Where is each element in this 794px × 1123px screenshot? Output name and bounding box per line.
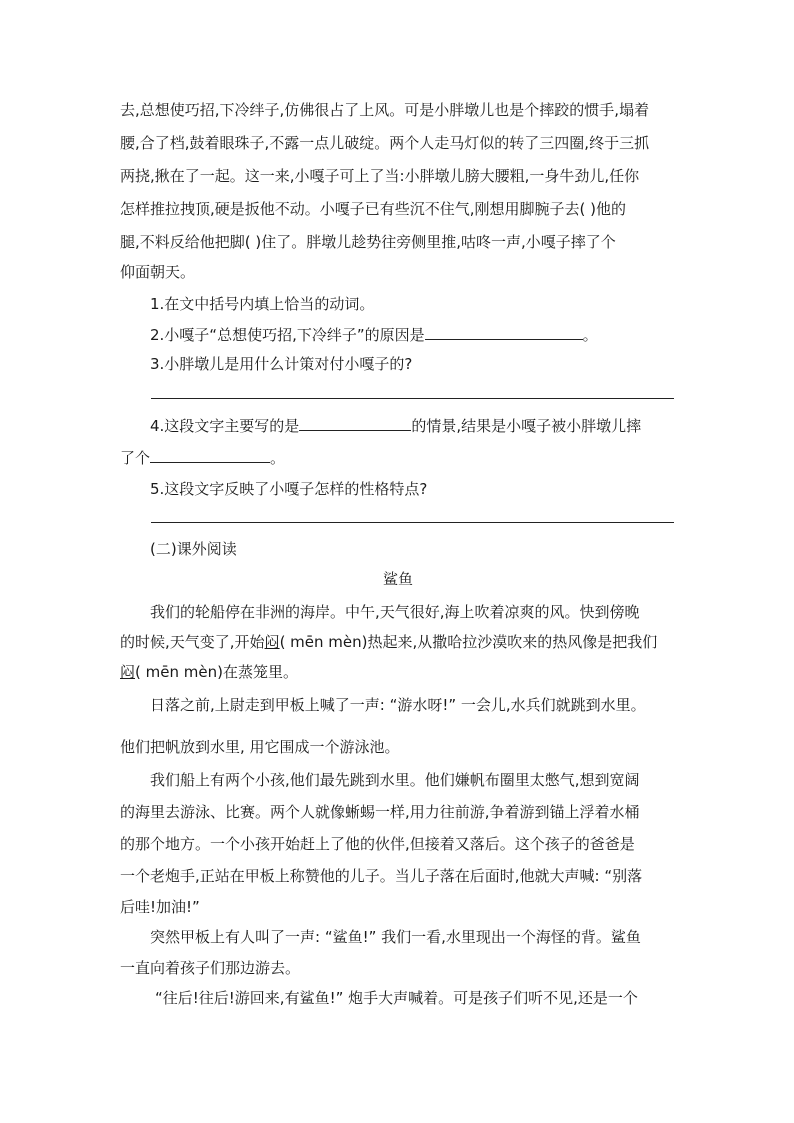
question-4-text-a: 4.这段文字主要写的是	[150, 417, 300, 435]
section-heading: (二)课外阅读	[150, 540, 237, 558]
passage2-p4-line-2: 一直向着孩子们那边游去。	[120, 959, 301, 977]
passage1-line-2: 腰,合了档,鼓着眼珠子,不露一点儿破绽。两个人走马灯似的转了三四圈,终于三抓	[120, 134, 650, 152]
answer-blank-4b[interactable]	[150, 447, 270, 463]
passage2-p3-line-2: 的海里去游泳、比赛。两个人就像蜥蜴一样,用力往前游,争着游到锚上浮着水桶	[120, 803, 640, 821]
passage2-p1-line-3	[120, 662, 298, 682]
question-5: 5.这段文字反映了小嘎子怎样的性格特点?	[150, 480, 428, 498]
question-4	[150, 415, 641, 436]
passage2-p2-line-2: 他们把帆放到水里, 用它围成一个游泳池。	[120, 738, 400, 756]
question-4-text-c: 了个	[120, 449, 151, 467]
underlined-character: 闷	[264, 633, 280, 651]
passage2-p3-line-4: 一个老炮手,正站在甲板上称赞他的儿子。当儿子落在后面时,他就大声喊: “别落	[120, 867, 643, 885]
passage2-p2-line-1: 日落之前,上尉走到甲板上喊了一声: “游水呀!” 一会儿,水兵们就跳到水里。	[150, 696, 646, 714]
passage1-line-4: 怎样推拉拽顶,硬是扳他不动。小嘎子已有些沉不住气,刚想用脚腕子去( )他的	[120, 200, 627, 218]
passage2-p3-line-1: 我们船上有两个小孩,他们最先跳到水里。他们嫌帆布圈里太憋气,想到宽阔	[150, 771, 640, 789]
passage2-p5-line-1: “往后!往后!游回来,有鲨鱼!” 炮手大声喊着。可是孩子们听不见,还是一个	[155, 989, 638, 1007]
question-4-text-b: 的情景,结果是小嘎子被小胖墩儿摔	[411, 417, 642, 435]
question-2-text: 2.小嘎子“总想使巧招,下冷绊子”的原因是	[150, 326, 425, 344]
passage1-line-6: 仰面朝天。	[120, 263, 196, 281]
answer-blank-4a[interactable]	[299, 415, 411, 431]
answer-line-5[interactable]	[151, 522, 674, 523]
passage2-p4-line-1: 突然甲板上有人叫了一声: “鲨鱼!” 我们一看,水里现出一个海怪的背。鲨鱼	[150, 928, 641, 946]
question-2	[150, 324, 598, 345]
question-4-end: 。	[270, 449, 286, 467]
article-title: 鲨鱼	[383, 570, 414, 588]
passage1-line-5: 腿,不料反给他把脚( )住了。胖墩儿趁势往旁侧里推,咕咚一声,小嘎子摔了个	[120, 233, 616, 251]
passage1-line-1: 去,总想使巧招,下冷绊子,仿佛很占了上风。可是小胖墩儿也是个摔跤的惯手,塌着	[120, 101, 650, 119]
passage2-p1-line-1: 我们的轮船停在非洲的海岸。中午,天气很好,海上吹着凉爽的风。快到傍晚	[150, 603, 640, 621]
answer-blank-2[interactable]	[425, 324, 583, 340]
underlined-character: 闷	[120, 663, 136, 681]
passage2-p3-line-5: 后哇!加油!”	[120, 898, 200, 916]
question-1: 1.在文中括号内填上恰当的动词。	[150, 295, 375, 313]
answer-line-3[interactable]	[151, 398, 674, 399]
passage2-p3-line-3: 的那个地方。一个小孩开始赶上了他的伙伴,但接着又落后。这个孩子的爸爸是	[120, 835, 635, 853]
passage2-p1-line-2	[120, 632, 657, 652]
text-span: 的时候,天气变了,开始	[120, 633, 265, 651]
text-span: ( mēn mèn)在蒸笼里。	[135, 663, 298, 681]
question-2-end: 。	[582, 326, 598, 344]
question-3: 3.小胖墩儿是用什么计策对付小嘎子的?	[150, 355, 413, 373]
text-span: ( mēn mèn)热起来,从撒哈拉沙漠吹来的热风像是把我们	[279, 633, 658, 651]
question-4-cont	[120, 447, 285, 468]
passage1-line-3: 两挠,揪在了一起。这一来,小嘎子可上了当:小胖墩儿膀大腰粗,一身牛劲儿,任你	[120, 167, 640, 185]
